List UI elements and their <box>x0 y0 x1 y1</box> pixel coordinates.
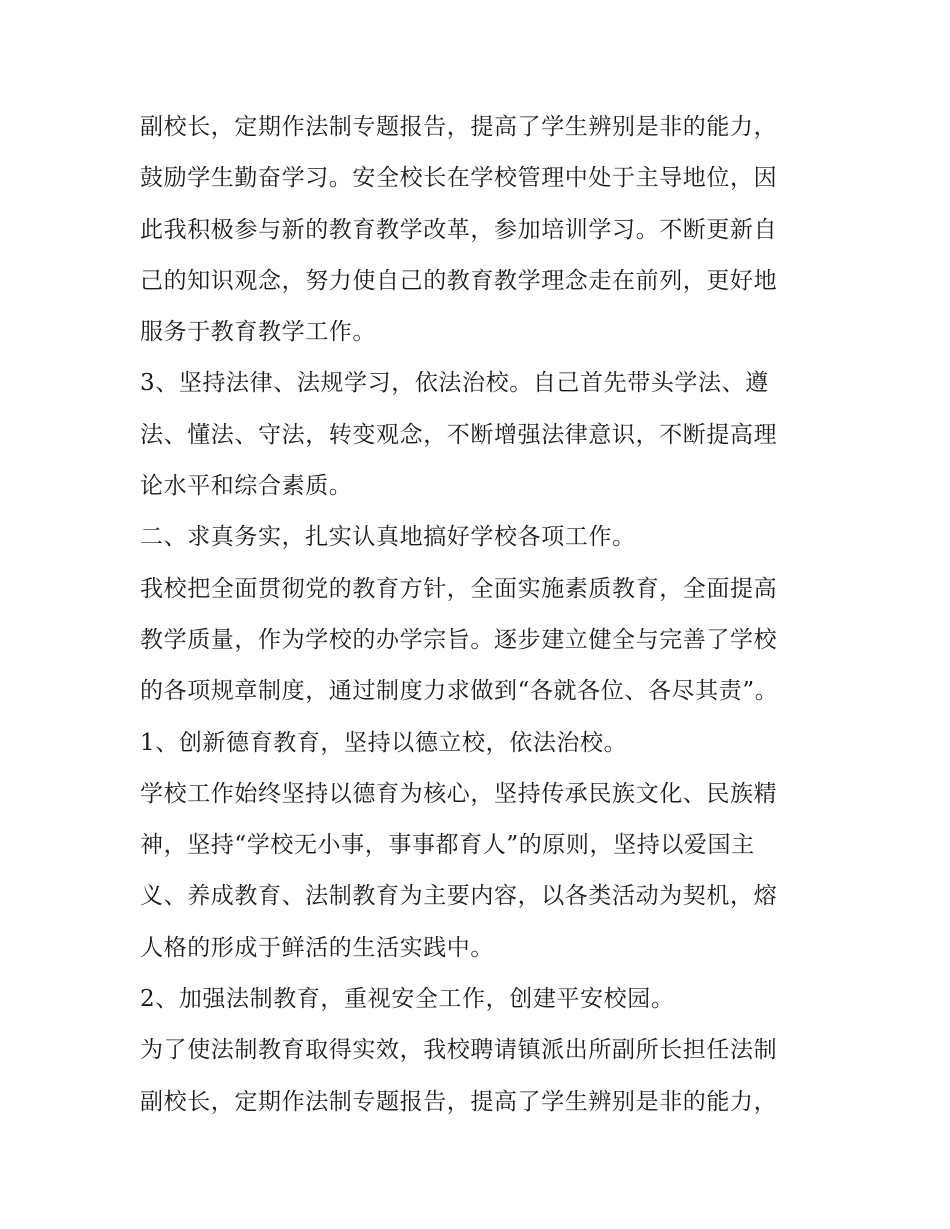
text-line: 论水平和综合素质。 <box>140 473 353 500</box>
text-line: 为了使法制教育取得实效，我校聘请镇派出所副所长担任法制 <box>140 1037 778 1064</box>
subsection-heading: 2、加强法制教育，重视安全工作，创建平安校园。 <box>140 986 675 1013</box>
text-line: 的各项规章制度，通过制度力求做到“各就各位、各尽其责”。 <box>140 678 779 705</box>
text-line: 神，坚持“学校无小事，事事都育人”的原则，坚持以爱国主 <box>140 832 755 859</box>
text-line: 副校长，定期作法制专题报告，提高了学生辨别是非的能力， <box>140 1088 778 1115</box>
document-body <box>140 102 820 1128</box>
text-line: 己的知识观念，努力使自己的教育教学理念走在前列，更好地 <box>140 267 778 294</box>
text-line: 我校把全面贯彻党的教育方针，全面实施素质教育，全面提高 <box>140 575 778 602</box>
text-line: 此我积极参与新的教育教学改革，参加培训学习。不断更新自 <box>140 216 778 243</box>
text-line: 鼓励学生勤奋学习。安全校长在学校管理中处于主导地位，因 <box>140 165 778 192</box>
text-line: 法、懂法、守法，转变观念，不断增强法律意识，不断提高理 <box>140 421 778 448</box>
text-line: 人格的形成于鲜活的生活实践中。 <box>140 934 494 961</box>
section-heading: 二、求真务实，扎实认真地搞好学校各项工作。 <box>140 524 636 551</box>
text-line: 教学质量，作为学校的办学宗旨。逐步建立健全与完善了学校 <box>140 626 778 653</box>
text-line: 副校长，定期作法制专题报告，提高了学生辨别是非的能力， <box>140 114 778 140</box>
text-line: 3、坚持法律、法规学习，依法治校。自己首先带头学法、遵 <box>140 370 769 397</box>
text-line: 义、养成教育、法制教育为主要内容，以各类活动为契机，熔 <box>140 883 778 910</box>
subsection-heading: 1、创新德育教育，坚持以德立校，依法治校。 <box>140 729 628 756</box>
text-line: 学校工作始终坚持以德育为核心，坚持传承民族文化、民族精 <box>140 780 778 807</box>
text-line: 服务于教育教学工作。 <box>140 319 376 346</box>
